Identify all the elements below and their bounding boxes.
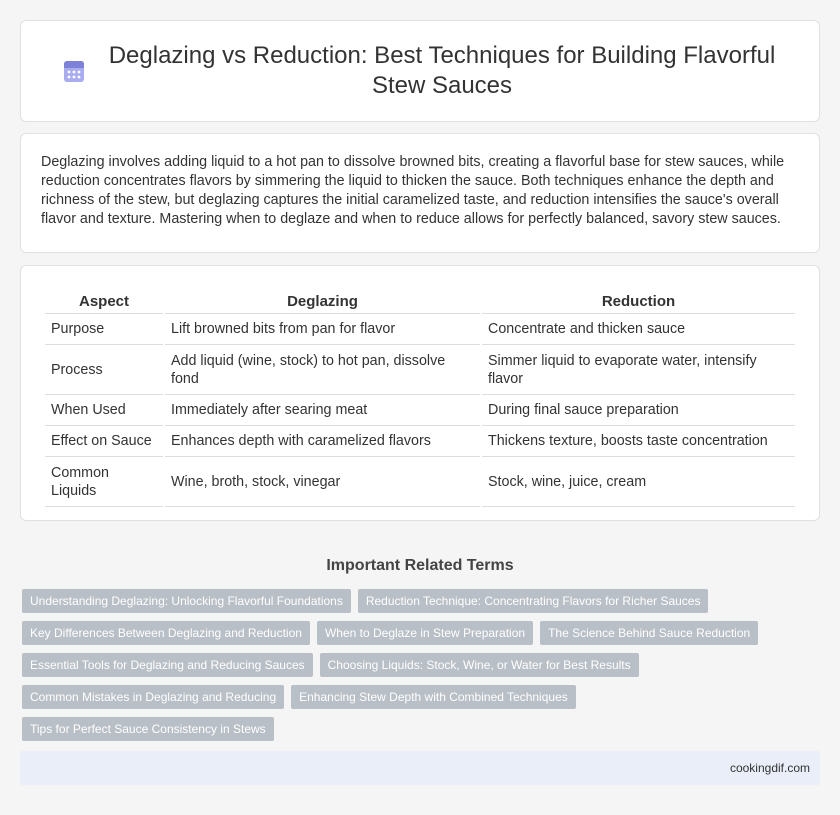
calculator-icon (61, 58, 87, 84)
related-term-link[interactable]: Choosing Liquids: Stock, Wine, or Water for Best Results (320, 653, 639, 677)
header-deglazing: Deglazing (165, 288, 480, 314)
related-term-link[interactable]: Tips for Perfect Sauce Consistency in Stews (22, 717, 274, 741)
intro-paragraph: Deglazing involves adding liquid to a hot pan to dissolve browned bits, creating a flavorful base for stew sauces, while reduction concentrates flavors by simmering the liquid to thicken the sauce. Both techniques enhance the depth and richness of the stew, but deglazing captures the initial caramelized taste, and reduction intensifies the sauce's overall flavor and texture. Mastering when to deglaze and when to reduce allows for perfectly balanced, savory stew sauces. (41, 154, 785, 227)
comparison-table (43, 288, 797, 507)
cell-reduction: Stock, wine, juice, cream (482, 457, 795, 507)
cell-reduction: Thickens texture, boosts taste concentration (482, 426, 795, 457)
table-header-row (45, 288, 795, 314)
comparison-card (20, 265, 820, 521)
related-term-link[interactable]: Common Mistakes in Deglazing and Reducing (22, 685, 284, 709)
cell-aspect: Common Liquids (45, 457, 163, 507)
title-wrap (61, 41, 779, 101)
related-term-link[interactable]: Reduction Technique: Concentrating Flavors for Richer Sauces (358, 589, 709, 613)
cell-deglazing: Wine, broth, stock, vinegar (165, 457, 480, 507)
table-row (45, 314, 795, 345)
footer-site-name[interactable]: cookingdif.com (729, 761, 810, 775)
cell-deglazing: Add liquid (wine, stock) to hot pan, dissolve fond (165, 345, 480, 395)
title-card (20, 20, 820, 122)
table-row (45, 457, 795, 507)
cell-deglazing: Immediately after searing meat (165, 395, 480, 426)
cell-aspect: Process (45, 345, 163, 395)
cell-reduction: Simmer liquid to evaporate water, intensify flavor (482, 345, 795, 395)
cell-deglazing: Enhances depth with caramelized flavors (165, 426, 480, 457)
table-row (45, 426, 795, 457)
related-term-link[interactable]: Key Differences Between Deglazing and Reduction (22, 621, 310, 645)
cell-aspect: Effect on Sauce (45, 426, 163, 457)
table-row (45, 395, 795, 426)
related-terms-title: Important Related Terms (326, 557, 514, 574)
cell-aspect: When Used (45, 395, 163, 426)
related-term-link[interactable]: The Science Behind Sauce Reduction (540, 621, 758, 645)
cell-reduction: Concentrate and thicken sauce (482, 314, 795, 345)
cell-deglazing: Lift browned bits from pan for flavor (165, 314, 480, 345)
cell-aspect: Purpose (45, 314, 163, 345)
intro-card (20, 133, 820, 253)
table-row (45, 345, 795, 395)
related-terms-list (22, 589, 818, 741)
cell-reduction: During final sauce preparation (482, 395, 795, 426)
related-term-link[interactable]: Essential Tools for Deglazing and Reducing Sauces (22, 653, 313, 677)
page-title: Deglazing vs Reduction: Best Techniques for Building Flavorful Stew Sauces (108, 42, 776, 99)
related-term-link[interactable]: Enhancing Stew Depth with Combined Techniques (291, 685, 576, 709)
header-aspect: Aspect (45, 288, 163, 314)
header-reduction: Reduction (482, 288, 795, 314)
related-term-link[interactable]: When to Deglaze in Stew Preparation (317, 621, 533, 645)
related-term-link[interactable]: Understanding Deglazing: Unlocking Flavorful Foundations (22, 589, 351, 613)
footer (20, 751, 820, 785)
